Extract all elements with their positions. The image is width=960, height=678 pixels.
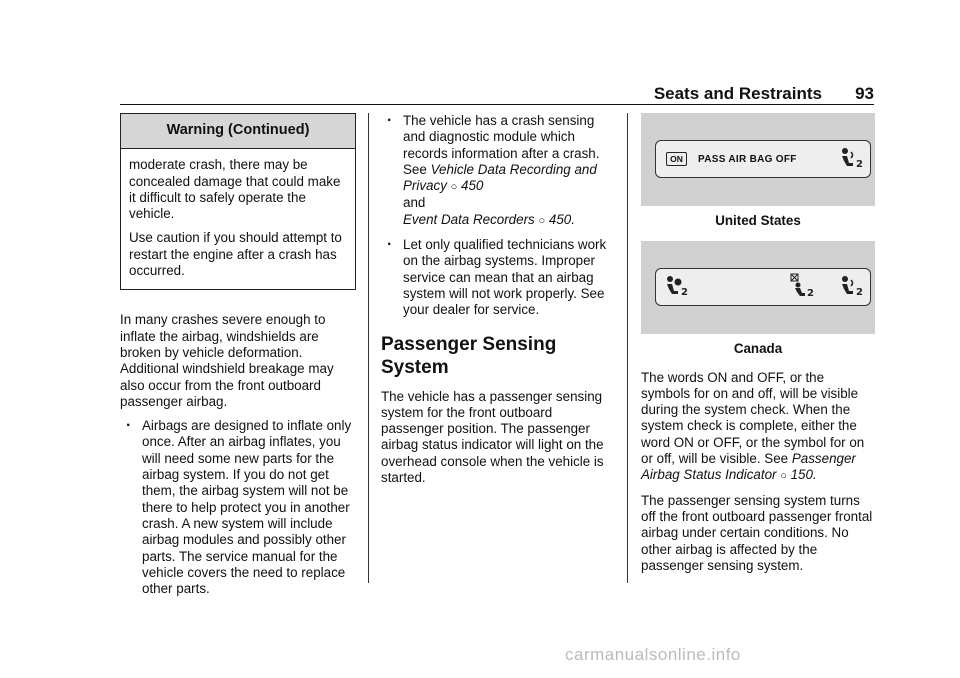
- on-label-box: ON: [666, 152, 687, 166]
- warning-box: [120, 113, 356, 290]
- link-page-status-indicator[interactable]: 150: [790, 467, 813, 483]
- warning-title: Warning (Continued): [121, 114, 355, 149]
- page-number: 93: [855, 84, 874, 103]
- sensing-system-paragraph: The passenger sensing system turns off the front outboard passenger frontal airbag under certain conditions. No other airbag is affected by the passenger sensing system.: [641, 492, 873, 573]
- bullet-item-qualified-technicians: . Let only qualified technicians work on the airbag systems. Improper service can mean that an airbag system will not work properly. See your dealer for service.: [381, 237, 613, 318]
- svg-text:2: 2: [856, 159, 863, 170]
- canada-indicator-image: [641, 241, 875, 334]
- section-paragraph-1: The vehicle has a passenger sensing system for the front outboard passenger position. The passenger airbag status indicator will light on the overhead console when the vehicle is started.: [381, 388, 604, 486]
- status-indicator-paragraph: [641, 370, 875, 485]
- reference-arrow-icon: ○: [538, 214, 546, 227]
- pass-airbag-off-text: PASS AIR BAG OFF: [698, 154, 797, 165]
- svg-text:2: 2: [856, 287, 863, 299]
- canada-indicator-display: [655, 268, 871, 306]
- status-paragraph-text: The words ON and OFF, or the symbols for on and off, will be visible during the system check. When the system check is complete, either the word ON or OFF, or the symbol for on or off, will be visible. See: [641, 369, 865, 467]
- warning-body: [121, 149, 355, 289]
- warning-paragraph-2: Use caution if you should attempt to restart the engine after a crash has occurred.: [129, 230, 342, 279]
- sentence-period: .: [571, 211, 575, 227]
- airbag-off-crossed-icon: [790, 273, 818, 299]
- warning-paragraph-1: moderate crash, there may be concealed damage that could make it difficult to safely operate the vehicle.: [129, 157, 341, 222]
- link-page-event-data[interactable]: 450: [548, 211, 572, 227]
- reference-arrow-icon: ○: [780, 470, 787, 483]
- bullet-list-2: [381, 113, 613, 319]
- caption-united-states: United States: [715, 213, 801, 228]
- bullet-list-1: [120, 418, 356, 597]
- bullet-and-text: and: [403, 195, 426, 211]
- bullet-item-crash-module: [381, 113, 613, 229]
- airbag-off-icon: [839, 275, 865, 299]
- caption-canada: Canada: [733, 341, 783, 357]
- column-1: [120, 113, 356, 605]
- svg-text:2: 2: [807, 288, 814, 300]
- bullet-crash-module-text: The vehicle has a crash sensing and diagnostic module which records information after a crash. See: [403, 113, 600, 177]
- watermark: carmanualsonline.info: [565, 645, 741, 664]
- section-heading-passenger-sensing: Passenger Sensing System: [381, 333, 557, 378]
- page-header-title: Seats and Restraints: [653, 84, 822, 103]
- body-paragraph-windshield: In many crashes severe enough to inflate the airbag, windshields are broken by vehicle deformation. Additional windshield breakage may also occur from the front outboard passenger airbag.: [120, 312, 334, 409]
- reference-arrow-icon: ○: [450, 181, 458, 194]
- link-page-vehicle-data[interactable]: 450: [461, 178, 484, 194]
- column-divider-1: [368, 113, 369, 583]
- link-event-data-recorders[interactable]: Event Data Recorders: [403, 211, 535, 227]
- airbag-off-icon: [839, 147, 865, 171]
- column-3: [641, 113, 875, 582]
- column-2: [381, 113, 613, 494]
- header-rule: [120, 104, 874, 105]
- airbag-on-icon: [664, 275, 690, 299]
- link-vehicle-data-recording[interactable]: Vehicle Data Recording and Privacy: [403, 161, 597, 194]
- bullet-item-airbags-inflate-once: . Airbags are designed to inflate only once. After an airbag inflates, you will need some new parts for the airbag system. If you do not get them, the airbag system will not be there to help protect you in another crash. A new system will include airbag modules and possibly other parts. The service manual for the vehicle covers the need to replace other parts.: [120, 418, 356, 597]
- sentence-period: .: [812, 467, 817, 483]
- svg-text:2: 2: [681, 287, 688, 299]
- column-divider-2: [627, 113, 628, 583]
- us-indicator-display: [655, 140, 871, 178]
- us-indicator-image: [641, 113, 875, 206]
- link-passenger-airbag-status-indicator[interactable]: Passenger Airbag Status Indicator: [641, 451, 856, 483]
